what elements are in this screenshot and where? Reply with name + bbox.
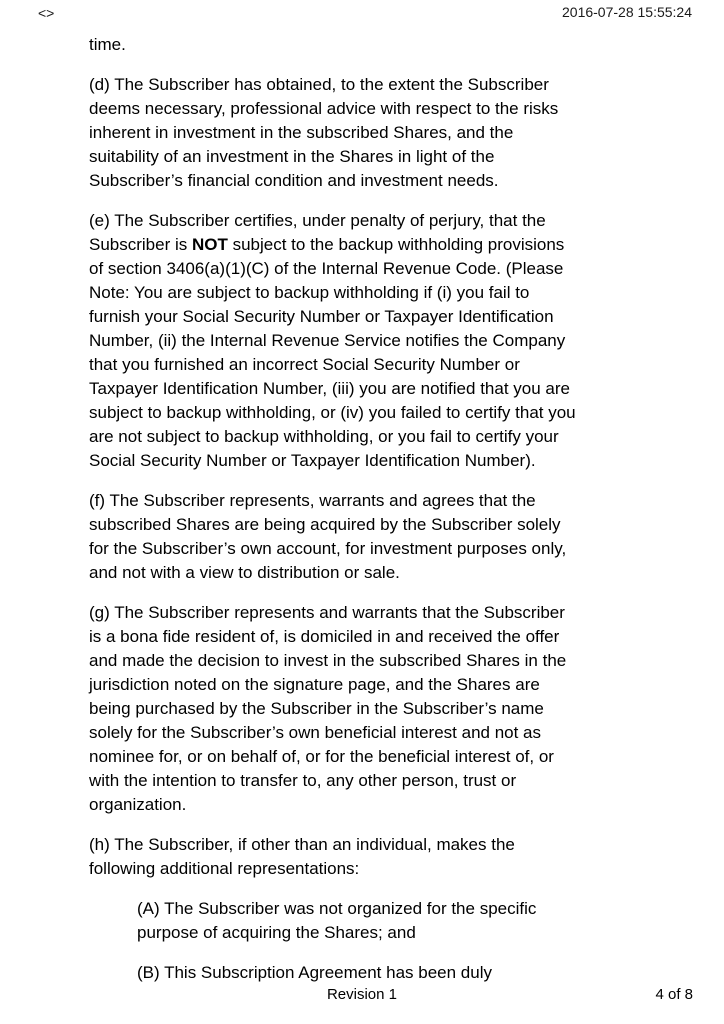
text-line: and made the decision to invest in the subscribed Shares in the bbox=[89, 651, 567, 670]
text-line: being purchased by the Subscriber in the Subscriber’s name bbox=[89, 699, 544, 718]
text-line: nominee for, or on behalf of, or for the beneficial interest of, or bbox=[89, 747, 554, 766]
text-line: (g) The Subscriber represents and warrants that the Subscriber bbox=[89, 603, 565, 622]
text-line: (f) The Subscriber represents, warrants and agrees that the bbox=[89, 491, 536, 510]
text-segment: Subscriber is bbox=[89, 235, 192, 254]
header-timestamp: 2016-07-28 15:55:24 bbox=[562, 4, 692, 20]
text-line: time. bbox=[89, 35, 126, 54]
text-line: (B) This Subscription Agreement has been duly bbox=[137, 963, 492, 982]
text-line: purpose of acquiring the Shares; and bbox=[137, 923, 416, 942]
text-line: is a bona fide resident of, is domiciled in and received the offer bbox=[89, 627, 560, 646]
text-line: jurisdiction noted on the signature page, and the Shares are bbox=[89, 675, 540, 694]
text-line: that you furnished an incorrect Social Security Number or bbox=[89, 355, 520, 374]
text-line: furnish your Social Security Number or Taxpayer Identification bbox=[89, 307, 554, 326]
text-line: (d) The Subscriber has obtained, to the extent the Subscriber bbox=[89, 75, 549, 94]
text-line: Social Security Number or Taxpayer Identification Number). bbox=[89, 451, 536, 470]
header-placeholder-symbol: <> bbox=[38, 5, 55, 21]
text-segment: subject to the backup withholding provisions bbox=[227, 235, 565, 254]
bold-text-segment: NOT bbox=[191, 235, 228, 254]
text-line: organization. bbox=[89, 795, 187, 814]
text-line: and not with a view to distribution or sale. bbox=[89, 563, 400, 582]
paragraph-f bbox=[89, 489, 669, 585]
footer-revision: Revision 1 bbox=[326, 986, 398, 1003]
paragraph-h-item-A bbox=[89, 897, 669, 945]
paragraph-h bbox=[89, 833, 669, 881]
text-line: (A) The Subscriber was not organized for the specific bbox=[137, 899, 537, 918]
text-line: subscribed Shares are being acquired by the Subscriber solely bbox=[89, 515, 561, 534]
text-line: with the intention to transfer to, any other person, trust or bbox=[89, 771, 517, 790]
text-line: Note: You are subject to backup withholding if (i) you fail to bbox=[89, 283, 530, 302]
text-line: (h) The Subscriber, if other than an individual, makes the bbox=[89, 835, 515, 854]
text-line: solely for the Subscriber’s own beneficial interest and not as bbox=[89, 723, 542, 742]
text-line: (e) The Subscriber certifies, under penalty of perjury, that the bbox=[89, 211, 546, 230]
text-line: Subscriber’s financial condition and investment needs. bbox=[89, 171, 499, 190]
text-line: Number, (ii) the Internal Revenue Service notifies the Company bbox=[89, 331, 566, 350]
paragraph-g bbox=[89, 601, 669, 817]
text-line: inherent in investment in the subscribed Shares, and the bbox=[89, 123, 514, 142]
text-line: suitability of an investment in the Shares in light of the bbox=[89, 147, 495, 166]
text-line: of section 3406(a)(1)(C) of the Internal Revenue Code. (Please bbox=[89, 259, 564, 278]
text-line: deems necessary, professional advice with respect to the risks bbox=[89, 99, 559, 118]
text-line: are not subject to backup withholding, or you fail to certify your bbox=[89, 427, 559, 446]
paragraph-h-item-B bbox=[89, 961, 669, 985]
paragraph-d bbox=[89, 73, 669, 193]
document-body bbox=[89, 33, 669, 1001]
text-line: following additional representations: bbox=[89, 859, 360, 878]
text-line: subject to backup withholding, or (iv) you failed to certify that you bbox=[89, 403, 576, 422]
paragraph-continuation bbox=[89, 33, 669, 57]
paragraph-e bbox=[89, 209, 669, 473]
text-line bbox=[89, 233, 669, 257]
footer-page-number: 4 of 8 bbox=[655, 986, 693, 1003]
text-line: for the Subscriber’s own account, for investment purposes only, bbox=[89, 539, 567, 558]
text-line: Taxpayer Identification Number, (iii) you are notified that you are bbox=[89, 379, 570, 398]
